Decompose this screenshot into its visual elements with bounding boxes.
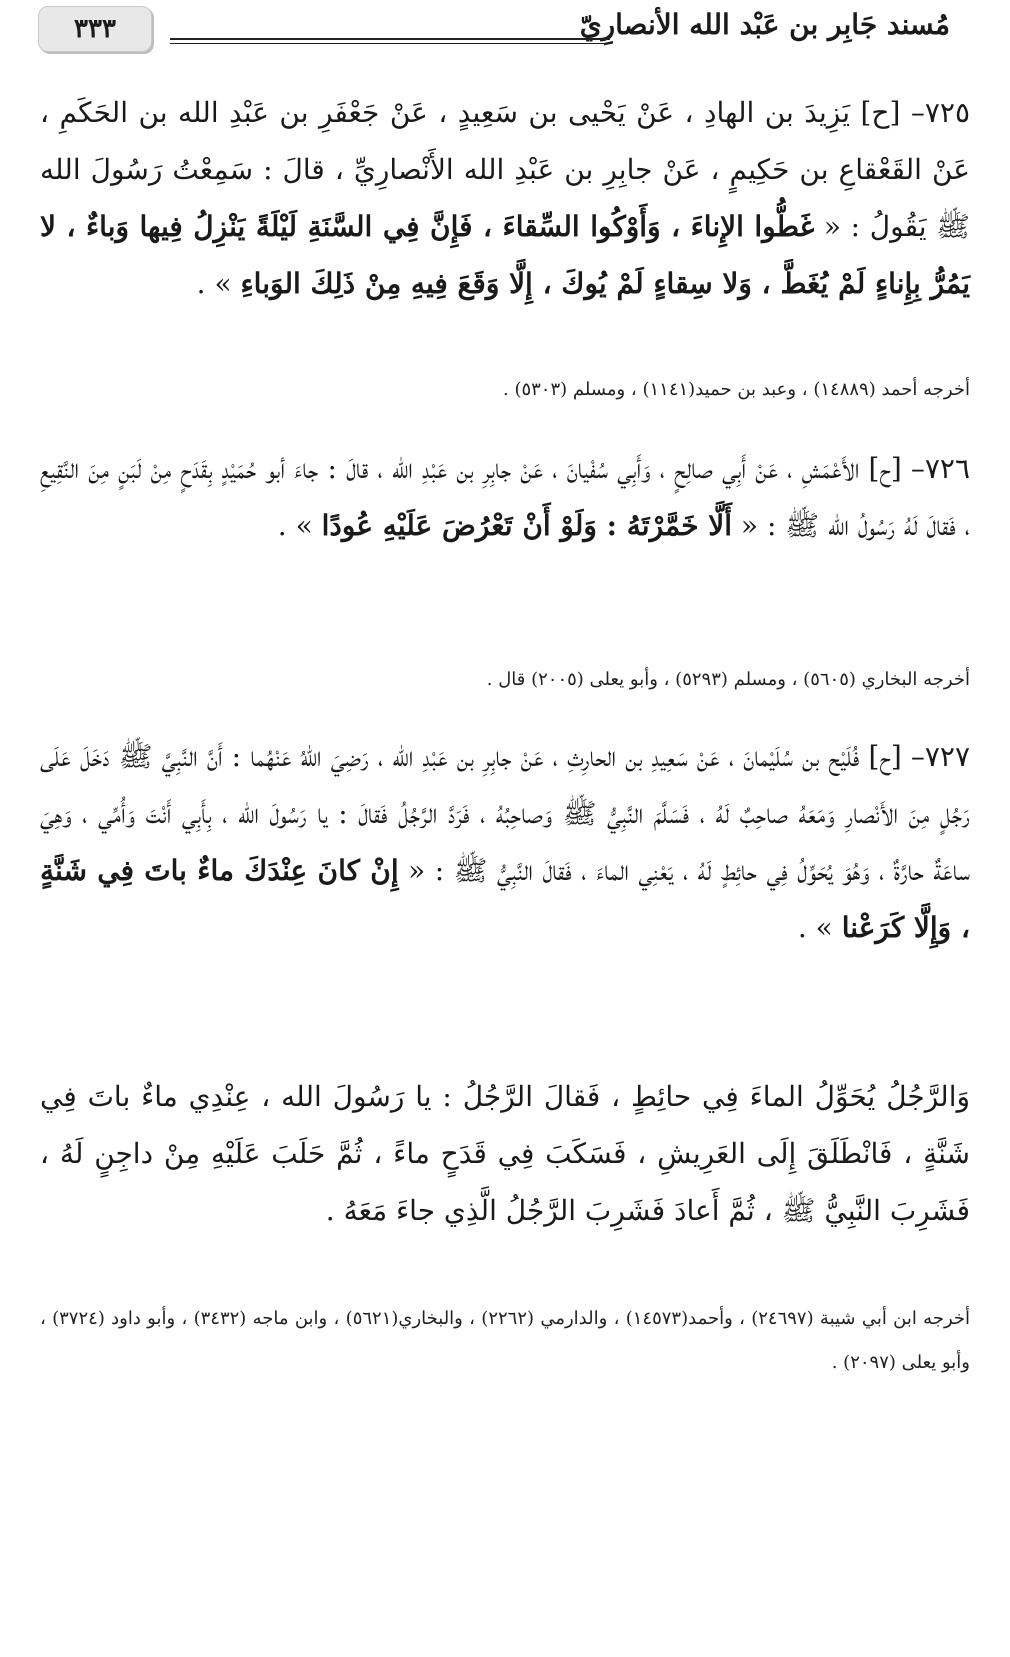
quote-close: » .: [277, 509, 313, 542]
takhrij-726: [40, 658, 970, 702]
takhrij-725: [40, 368, 970, 412]
running-title: مُسند جَابِر بن عَبْد الله الأنصارِيّ: [579, 8, 950, 41]
hadith-726: [40, 440, 970, 554]
takhrij-text: أخرجه ابن أبي شيبة (٢٤٦٩٧) ، وأحمد(١٤٥٧٣) ، والدارمي (٢٢٦٢) ، والبخاري(٥٦٢١) ، وابن ماجه (٣٤٣٢) ، وأبو داود (٣٧٢٤) ، وأبو يعلى (٢٠٩٧) .: [40, 1308, 970, 1373]
page-number: ٣٣٣: [38, 6, 152, 52]
prophetic-quote: إِنْ كانَ عِنْدَكَ ماءٌ باتَ فِي شَنَّةٍ ، وَإِلَّا كَرَعْنا: [40, 854, 970, 944]
takhrij-727: [40, 1297, 970, 1385]
hadith-727-continuation: [40, 1068, 970, 1239]
takhrij-text: أخرجه البخاري (٥٦٠٥) ، ومسلم (٥٢٩٣) ، وأبو يعلى (٢٠٠٥) قال .: [486, 669, 970, 690]
takhrij-text: أخرجه أحمد (١٤٨٨٩) ، وعبد بن حميد(١١٤١) ، ومسلم (٥٣٠٣) .: [503, 379, 970, 400]
quote-close: » .: [196, 267, 232, 300]
hadith-chain: [ح] فُلَيْح بن سُلَيْمانَ ، عَنْ سَعِيدِ بن الحارِثِ ، عَنْ جابِرِ بن عَبْدِ الله ، رَضِيَ اللهُ عَنْهُما : أَنَّ النَّبِيَّ ﷺ دَخَلَ عَلَى رَجُلٍ مِنَ الأَنْصارِ وَمَعَهُ صاحِبٌ لَهُ ، فَسَلَّمَ النَّبِيُّ ﷺ وَصاحِبُهُ ، فَرَدَّ الرَّجُلُ فَقالَ : يا رَسُولَ الله ، بِأَبِي أَنْتَ وَأُمِّي ، وَهِيَ ساعَةٌ حارَّةٌ ، وَهُوَ يُحَوِّلُ فِي حائِطٍ لَهُ ، يَعْنِي الماءَ ، فَقالَ النَّبِيُّ ﷺ : «: [40, 740, 970, 887]
hadith-chain: [ح] يَزِيدَ بن الهادِ ، عَنْ يَحْيى بن سَعِيدٍ ، عَنْ جَعْفَرِ بن عَبْدِ الله بن الحَكَمِ ، عَنْ القَعْقاعِ بن حَكِيمٍ ، عَنْ جابِرِ بن عَبْدِ الله الأَنْصارِيِّ ، قالَ : سَمِعْتُ رَسُولَ الله ﷺ يَقُولُ : «: [40, 96, 970, 243]
hadith-727: [40, 728, 970, 956]
header-rule: [170, 38, 610, 44]
hadith-number: ٧٢٦–: [910, 452, 971, 485]
quote-close: » .: [797, 911, 833, 944]
hadith-725: [40, 84, 970, 312]
hadith-chain: [ح] الأَعْمَشِ ، عَنْ أَبِي صالِحٍ ، وَأَبِي سُفْيانَ ، عَنْ جابِرِ بن عَبْدِ الله ، قالَ : جاءَ أبو حُمَيْدٍ بِقَدَحٍ مِنْ لَبَنٍ مِنَ النَّقِيعِ ، فَقالَ لَهُ رَسُولُ الله ﷺ : «: [40, 452, 970, 542]
hadith-number: ٧٢٥–: [910, 96, 971, 129]
prophetic-quote: غَطُّوا الإِناءَ ، وَأَوْكُوا السِّقاءَ ، فَإِنَّ فِي السَّنَةِ لَيْلَةً يَنْزِلُ فِيها وَباءٌ ، لا يَمُرُّ بِإِناءٍ لَمْ يُغَطَّ ، وَلا سِقاءٍ لَمْ يُوكَ ، إِلَّا وَقَعَ فِيهِ مِنْ ذَلِكَ الوَباءِ: [40, 210, 970, 300]
prophetic-quote: أَلَّا خَمَّرْتَهُ : وَلَوْ أَنْ تَعْرُضَ عَلَيْهِ عُودًا: [321, 509, 733, 542]
hadith-number: ٧٢٧–: [910, 740, 970, 773]
paragraph-text: وَالرَّجُلُ يُحَوِّلُ الماءَ فِي حائِطٍ ، فَقالَ الرَّجُلُ : يا رَسُولَ الله ، عِنْدِي ماءٌ باتَ فِي شَنَّةٍ ، فَانْطَلَقَ إِلَى العَرِيشِ ، فَسَكَبَ فِي قَدَحٍ ماءً ، ثُمَّ حَلَبَ عَلَيْهِ مِنْ داجِنٍ لَهُ ، فَشَرِبَ النَّبِيُّ ﷺ ، ثُمَّ أَعادَ فَشَرِبَ الرَّجُلُ الَّذِي جاءَ مَعَهُ .: [40, 1080, 971, 1227]
